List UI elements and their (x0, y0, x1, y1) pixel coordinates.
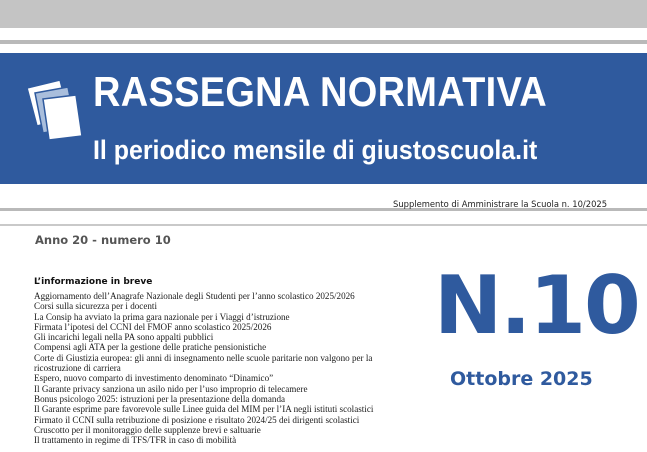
toc-item[interactable]: Aggiornamento dell’Anagrafe Nazionale degli Studenti per l’anno scolastico 2025/2026 (34, 291, 355, 301)
table-of-contents (34, 291, 396, 445)
toc-item[interactable]: Gli incarichi legali nella PA sono appalti pubblici (34, 332, 214, 343)
toc-item[interactable]: Cruscotto per il monitoraggio delle supplenze brevi e saltuarie (34, 424, 261, 435)
toc-item[interactable]: Il Garante esprime pare favorevole sulle Linee guida del MIM per l’IA negli istituti scolastici (34, 404, 374, 415)
issue-month: Ottobre 2025 (450, 368, 593, 390)
toc-item[interactable]: La Consip ha avviato la prima gara nazionale per i Viaggi d’istruzione (34, 311, 290, 322)
top-divider (0, 40, 647, 44)
publication-subtitle: Il periodico mensile di giustoscuola.it (93, 135, 538, 165)
toc-item[interactable]: Corte di Giustizia europea: gli anni di insegnamento nelle scuole paritarie non valgono per la ricostruzione di carriera (34, 352, 373, 374)
toc-item[interactable]: Il Garante privacy sanziona un asilo nido per l’uso improprio di telecamere (34, 383, 308, 394)
toc-item[interactable]: Firmato il CCNI sulla retribuzione di posizione e risultato 2024/25 dei dirigenti scolastici (34, 414, 360, 425)
stacked-pages-logo-icon (24, 79, 98, 143)
issue-divider (0, 224, 647, 226)
toc-item[interactable]: Il trattamento in regime di TFS/TFR in caso di mobilità (34, 435, 237, 446)
toc-heading: L’informazione in breve (34, 277, 153, 287)
issue-number: N.10 (434, 259, 639, 352)
supplement-note: Supplemento di Amministrare la Scuola n. 10/2025 (393, 199, 608, 209)
issue-line: Anno 20 - numero 10 (35, 233, 171, 247)
publication-title: RASSEGNA NORMATIVA (93, 68, 547, 115)
toc-item[interactable]: Firmata l’ipotesi del CCNI del FMOF anno scolastico 2025/2026 (34, 321, 272, 332)
toc-item[interactable]: Espero, nuovo comparto di investimento denominato “Dinamico” (34, 373, 274, 384)
toc-item[interactable]: Bonus psicologo 2025: istruzioni per la presentazione della domanda (34, 393, 286, 404)
toc-item[interactable]: Corsi sulla sicurezza per i docenti (34, 301, 157, 312)
toc-item[interactable]: Compensi agli ATA per la gestione delle pratiche pensionistiche (34, 342, 267, 353)
